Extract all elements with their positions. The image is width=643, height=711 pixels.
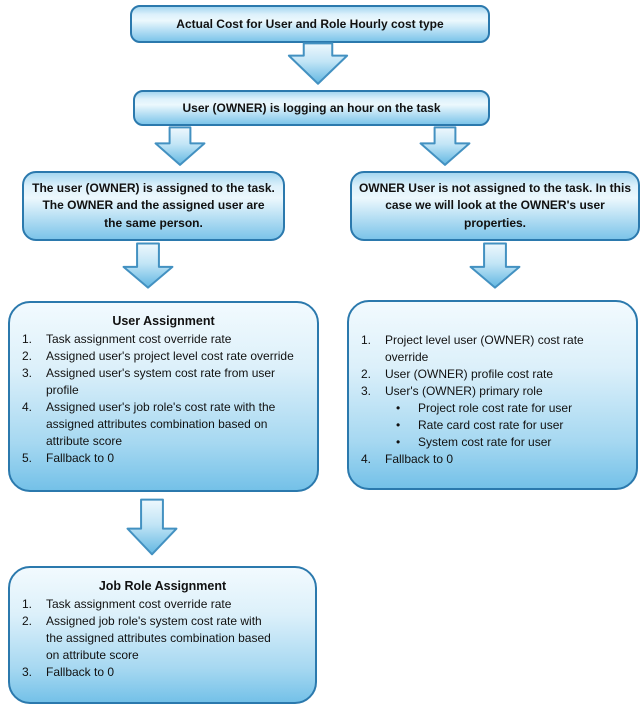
list-item-number: 4. [361, 452, 372, 466]
node-user-assignment [8, 301, 319, 492]
list-item-text: Task assignment cost override rate [46, 597, 232, 611]
list-sub-item [392, 434, 636, 451]
list-item-text: Assigned user's project level cost rate override [46, 349, 294, 363]
list-item-text: Task assignment cost override rate [46, 332, 232, 346]
owner-properties-list [349, 332, 636, 468]
node-user-assigned-label: The user (OWNER) is assigned to the task. The OWNER and the assigned user are the same person. [32, 181, 275, 230]
list-item-number: 1. [22, 597, 33, 611]
user-assignment-title: User Assignment [112, 314, 215, 328]
node-logging-hour-label: User (OWNER) is logging an hour on the task [182, 100, 441, 115]
list-item [10, 450, 317, 467]
list-sub-item-text: Project role cost rate for user [418, 401, 573, 415]
node-user-not-assigned [350, 171, 640, 241]
list-item-text: User's (OWNER) primary role [385, 384, 543, 398]
list-item [10, 331, 317, 348]
list-item-text: Assigned job role's system cost rate with the assigned attributes combination based on attribute score [46, 614, 271, 662]
list-sub-item [392, 400, 636, 417]
down-arrow-icon-2 [154, 127, 206, 166]
list-item-number: 3. [22, 665, 33, 679]
user-assignment-list [10, 331, 317, 467]
node-actual-cost-label: Actual Cost for User and Role Hourly cost type [176, 16, 444, 31]
down-arrow-icon-6 [126, 499, 178, 556]
node-logging-hour [133, 90, 490, 126]
list-item [10, 613, 315, 664]
down-arrow-icon-5 [469, 243, 521, 289]
list-item-number: 2. [22, 614, 33, 628]
node-owner-properties [347, 300, 638, 490]
list-item-number: 3. [361, 384, 372, 398]
list-sub-item-text: System cost rate for user [418, 435, 552, 449]
list-item-number: 4. [22, 400, 33, 414]
list-item [10, 399, 317, 450]
list-item-text: Fallback to 0 [385, 452, 454, 466]
down-arrow-icon-1 [287, 43, 349, 85]
list-item [10, 348, 317, 365]
list-item [349, 383, 636, 400]
job-role-assignment-list [10, 596, 315, 681]
job-role-assignment-title: Job Role Assignment [98, 579, 227, 593]
bullet-icon: • [396, 435, 401, 449]
list-item-text: Assigned user's job role's cost rate with the assigned attributes combination based on attribute score [46, 400, 276, 448]
list-item [349, 451, 636, 468]
list-item-number: 1. [361, 333, 372, 347]
list-sub-item [392, 417, 636, 434]
node-user-assigned [22, 171, 285, 241]
list-item [10, 664, 315, 681]
list-item-text: Fallback to 0 [46, 665, 115, 679]
node-actual-cost [130, 5, 490, 43]
node-user-not-assigned-label: OWNER User is not assigned to the task. In this case we will look at the OWNER's user properties. [358, 181, 632, 230]
list-item [349, 332, 636, 366]
bullet-icon: • [396, 401, 401, 415]
node-job-role-assignment [8, 566, 317, 704]
list-item [10, 596, 315, 613]
list-item-number: 5. [22, 451, 33, 465]
list-item [349, 366, 636, 383]
list-item-number: 2. [22, 349, 33, 363]
list-item [10, 365, 317, 399]
list-item-text: Assigned user's system cost rate from user profile [46, 366, 276, 397]
list-item-number: 3. [22, 366, 33, 380]
down-arrow-icon-4 [122, 243, 174, 289]
list-item-text: User (OWNER) profile cost rate [385, 367, 554, 381]
list-item-text: Project level user (OWNER) cost rate override [385, 333, 584, 364]
down-arrow-icon-3 [419, 127, 471, 166]
list-item-number: 2. [361, 367, 372, 381]
list-item-number: 1. [22, 332, 33, 346]
list-sub-item-text: Rate card cost rate for user [418, 418, 564, 432]
list-item-text: Fallback to 0 [46, 451, 115, 465]
bullet-icon: • [396, 418, 401, 432]
